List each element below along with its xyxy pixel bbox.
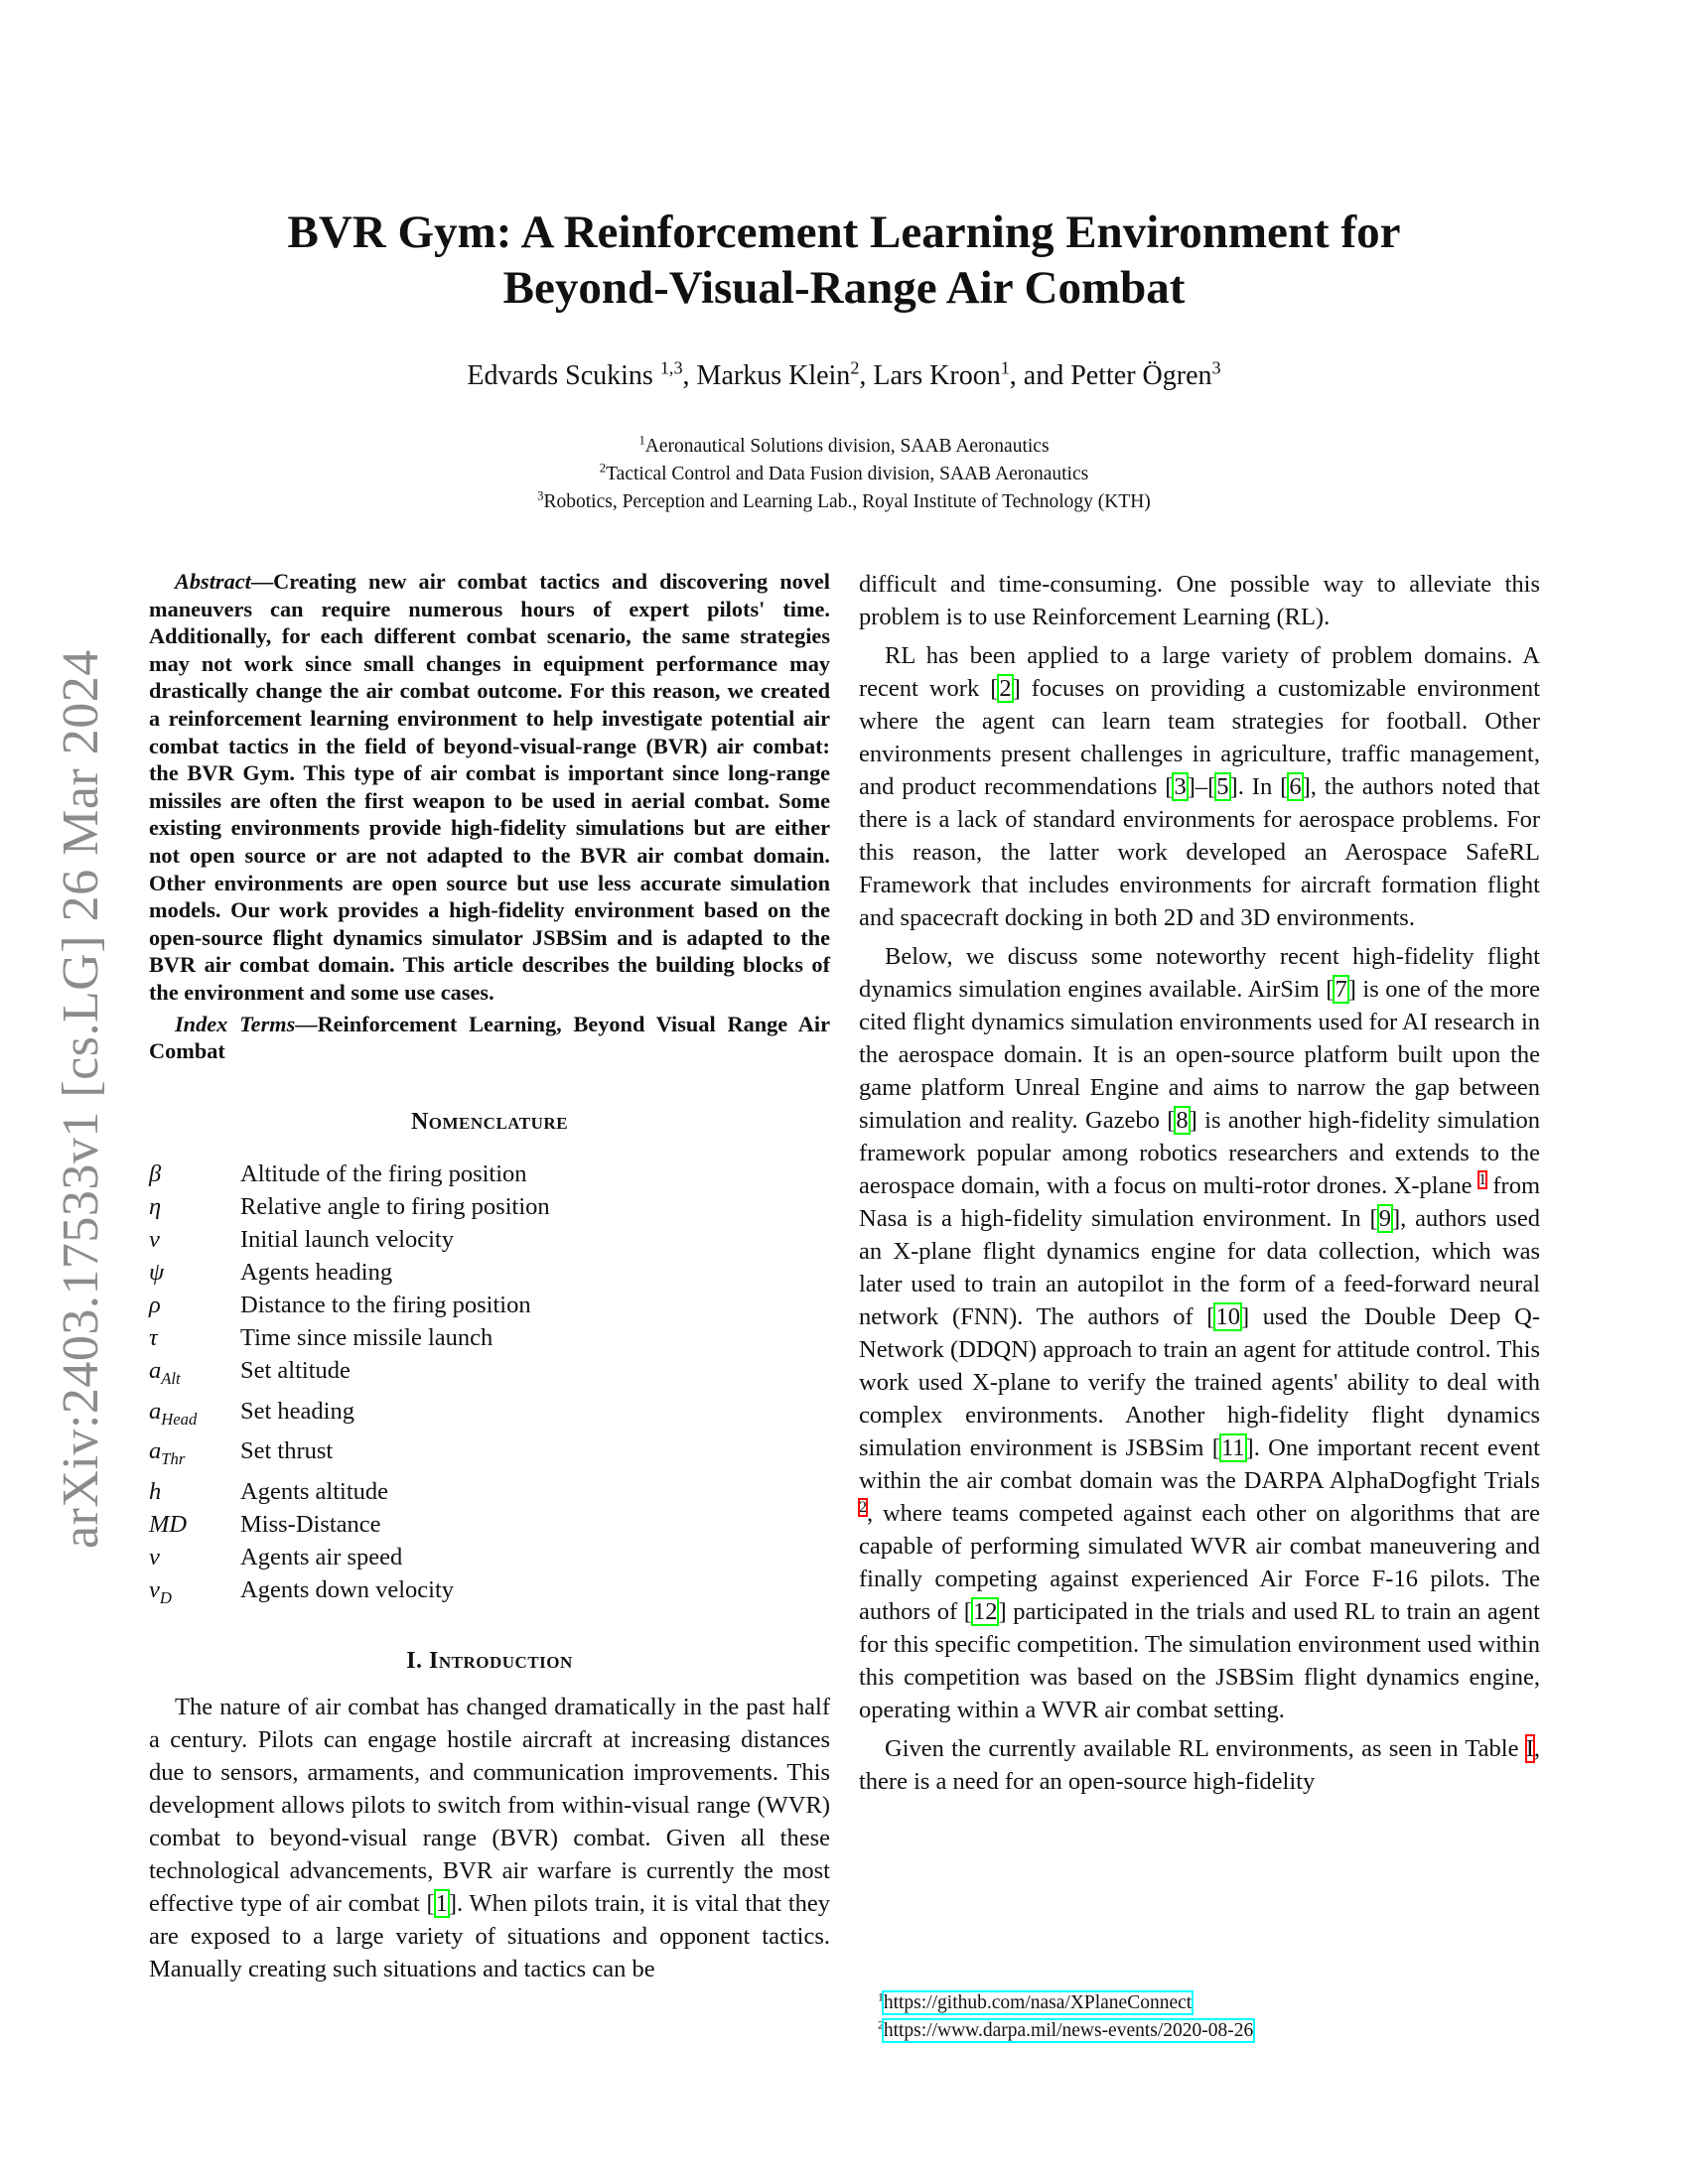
- text-run: ], the authors noted that there is a lack of standard environments for aerospace problems. For this reason, the latter work developed an Aerospace SafeRL Framework that includes environments for aircraft formation flight and spacecraft docking in both 2D and 3D environments.: [859, 773, 1540, 931]
- symbol-base: η: [149, 1192, 162, 1220]
- symbol-base: ψ: [149, 1258, 165, 1286]
- nomenclature-symbol: [149, 1573, 240, 1614]
- nomenclature-item: [149, 1354, 830, 1395]
- symbol-base: a: [149, 1437, 162, 1465]
- symbol-base: a: [149, 1356, 162, 1384]
- text-run: Below, we discuss some noteworthy recent high-fidelity flight dynamics simulation engines available. AirSim [: [859, 943, 1540, 1003]
- nomenclature-symbol: [149, 1395, 240, 1435]
- nomenclature-item: [149, 1395, 830, 1435]
- footnote-number: 1: [878, 1990, 884, 2004]
- text-run: from Nasa is a high-fidelity simulation environment. In [: [859, 1172, 1540, 1232]
- index-terms: [149, 1011, 830, 1065]
- affiliation-text: Aeronautical Solutions division, SAAB Aeronautics: [644, 436, 1050, 457]
- nomenclature-item: [149, 1223, 830, 1256]
- text-run: ]. When pilots train, it is vital that they are exposed to a large variety of situations and opponent tactics. Manually creating such situations and tactics can be: [149, 1890, 830, 1983]
- nomenclature-description: Agents air speed: [240, 1544, 403, 1571]
- citation-link[interactable]: 12: [972, 1598, 998, 1625]
- author-name: Petter Ögren: [1070, 360, 1212, 391]
- symbol-base: ρ: [149, 1291, 161, 1318]
- affiliation: [199, 488, 1489, 516]
- text-run: The nature of air combat has changed dramatically in the past half a century. Pilots can engage hostile aircraft at increasing distances due to sensors, armaments, and communication improvements. This development allows pilots to switch from within-visual range (WVR) combat to beyond-visual range (BVR) combat. Given all these technological advancements, BVR air warfare is currently the most effective type of air combat [: [149, 1694, 830, 1918]
- affiliation: [199, 433, 1489, 461]
- title-line-2: Beyond-Visual-Range Air Combat: [502, 262, 1186, 314]
- nomenclature-item: [149, 1158, 830, 1190]
- left-column: [149, 568, 830, 1985]
- author: [873, 357, 1071, 391]
- symbol-base: a: [149, 1397, 162, 1425]
- abstract-label: Abstract: [175, 569, 251, 594]
- nomenclature-symbol: [149, 1223, 240, 1256]
- nomenclature-symbol: [149, 1434, 240, 1475]
- nomenclature-symbol: [149, 1190, 240, 1223]
- nomenclature-description: Set heading: [240, 1397, 354, 1425]
- nomenclature-item: [149, 1256, 830, 1289]
- nomenclature-item: [149, 1321, 830, 1354]
- author-affil-sup: 3: [1211, 357, 1221, 378]
- author: [1070, 357, 1221, 391]
- author: [467, 357, 697, 391]
- symbol-base: ν: [149, 1225, 160, 1253]
- introduction-heading: I. Introduction: [406, 1648, 573, 1675]
- nomenclature-item: [149, 1541, 830, 1573]
- affiliation-list: [199, 433, 1489, 516]
- affiliation-text: Robotics, Perception and Learning Lab., Royal Institute of Technology (KTH): [543, 491, 1151, 512]
- introduction-paragraph: [149, 1691, 830, 1985]
- citation-link[interactable]: 10: [1215, 1303, 1240, 1330]
- citation-link[interactable]: 6: [1289, 773, 1302, 800]
- nomenclature-description: Distance to the firing position: [240, 1291, 531, 1318]
- abstract-text: —Creating new air combat tactics and discovering novel maneuvers can require numerous hours of expert pilots' time. Additionally, for each different combat scenario, the same strategies may not work since small changes in equipment performance may drastically change the air combat outcome. For this reason, we created a reinforcement learning environment to help investigate potential air combat tactics in the field of beyond-visual-range (BVR) air combat: the BVR Gym. This type of air combat is important since long-range missiles are often the first weapon to be used in aerial combat. Some existing environments provide high-fidelity simulations but are either not open source or are not adapted to the BVR air combat domain. Other environments are open source but use less accurate simulation models. Our work provides a high-fidelity environment based on the open-source flight dynamics simulator JSBSim and is adapted to the BVR air combat domain. This article describes the building blocks of the environment and some use cases.: [149, 569, 830, 1005]
- symbol-base: MD: [149, 1511, 188, 1539]
- affiliation-sup: 2: [599, 461, 607, 476]
- author-sep: ,: [859, 360, 874, 391]
- nomenclature-description: Relative angle to firing position: [240, 1192, 550, 1220]
- symbol-subscript: D: [159, 1588, 172, 1608]
- text-run: ], authors used an X-plane flight dynamics engine for data collection, which was later used to train an autopilot in the form of a feed-forward neural network (FNN). The authors of [: [859, 1205, 1540, 1330]
- text-run: ]. In [: [1229, 773, 1289, 800]
- footnote: [878, 2017, 1253, 2045]
- nomenclature-symbol: [149, 1158, 240, 1190]
- affiliation-text: Tactical Control and Data Fusion division, SAAB Aeronautics: [606, 464, 1089, 484]
- affiliation-sup: 3: [537, 488, 544, 503]
- text-run: ]–[: [1187, 773, 1216, 800]
- footnote-link[interactable]: 1: [1477, 1170, 1486, 1188]
- text-run: ] used the Double Deep Q-Network (DDQN) approach to train an agent for attitude control. This work used X-plane to verify the trained agents' ability to deal with complex environments. Another high-fidelity flight dynamics simulation environment is JSBSim [: [859, 1303, 1540, 1461]
- nomenclature-symbol: [149, 1354, 240, 1395]
- nomenclature-description: Miss-Distance: [240, 1511, 381, 1539]
- nomenclature-item: [149, 1573, 830, 1614]
- nomenclature-heading: Nomenclature: [410, 1108, 569, 1135]
- nomenclature-list: [149, 1158, 830, 1615]
- footnote-url-link[interactable]: https://www.darpa.mil/news-events/2020-08-26: [883, 2020, 1254, 2041]
- author-name: Edvards Scukins: [467, 360, 660, 391]
- nomenclature-description: Agents heading: [240, 1258, 393, 1286]
- nomenclature-description: Agents altitude: [240, 1478, 389, 1506]
- text-run: ] is one of the more cited flight dynamics simulation environments used for AI research in the aerospace domain. It is an open-source platform built upon the game platform Unreal Engine and aims to narrow the gap between simulation and reality. Gazebo [: [859, 976, 1540, 1134]
- symbol-subscript: Thr: [161, 1449, 186, 1469]
- text-run: Given the currently available RL environments, as seen in Table: [885, 1735, 1526, 1762]
- affiliation: [199, 461, 1489, 488]
- nomenclature-symbol: [149, 1508, 240, 1541]
- paragraph-need: [859, 1732, 1540, 1798]
- symbol-base: τ: [149, 1323, 158, 1351]
- nomenclature-symbol: [149, 1475, 240, 1508]
- text-run: ]. One important recent event within the air combat domain was the DARPA AlphaDogfight Trials: [859, 1434, 1540, 1494]
- author-name: Markus Klein: [696, 360, 851, 391]
- paper-title: [199, 205, 1489, 316]
- text-run: RL has been applied to a large variety of problem domains. A recent work [: [859, 642, 1540, 702]
- abstract: [149, 568, 830, 1007]
- nomenclature-item: [149, 1434, 830, 1475]
- nomenclature-symbol: [149, 1321, 240, 1354]
- footnotes: [878, 1989, 1253, 2045]
- paragraph-simulation-engines: [859, 940, 1540, 1726]
- symbol-base: β: [149, 1160, 162, 1187]
- symbol-base: v: [149, 1576, 160, 1604]
- nomenclature-symbol: [149, 1256, 240, 1289]
- text-run: ] participated in the trials and used RL to train an agent for this specific competition. The simulation environment used within this competition was based on the JSBSim flight dynamics engine, operating within a WVR air combat setting.: [859, 1598, 1540, 1723]
- paragraph-continuation: difficult and time-consuming. One possible way to alleviate this problem is to use Reinforcement Learning (RL).: [859, 571, 1540, 630]
- index-terms-text: —Reinforcement Learning, Beyond Visual Range Air Combat: [149, 1011, 830, 1064]
- author-affil-sup: 2: [850, 357, 860, 378]
- citation-link[interactable]: 5: [1216, 773, 1229, 800]
- symbol-subscript: Alt: [161, 1368, 181, 1388]
- author: [696, 357, 874, 391]
- footnote-url-link[interactable]: https://github.com/nasa/XPlaneConnect: [883, 1992, 1193, 2013]
- citation-link[interactable]: 3: [1174, 773, 1187, 800]
- nomenclature-symbol: [149, 1289, 240, 1321]
- nomenclature-item: [149, 1508, 830, 1541]
- citation-link[interactable]: 11: [1220, 1434, 1245, 1461]
- author-affil-sup: 1,3: [659, 357, 683, 378]
- footnote: [878, 1989, 1253, 2017]
- nomenclature-description: Agents down velocity: [240, 1576, 455, 1604]
- citation-link[interactable]: 9: [1378, 1205, 1391, 1232]
- citation-link[interactable]: 8: [1176, 1107, 1189, 1134]
- footnote-number: 2: [878, 2018, 884, 2032]
- paragraph-rl-domains: [859, 639, 1540, 934]
- table-reference-link[interactable]: I: [1525, 1735, 1534, 1762]
- right-column: [859, 568, 1540, 1798]
- nomenclature-item: [149, 1289, 830, 1321]
- nomenclature-description: Set altitude: [240, 1356, 351, 1384]
- citation-link[interactable]: 7: [1335, 976, 1347, 1003]
- affiliation-sup: 1: [638, 433, 645, 448]
- footnote-link[interactable]: 2: [859, 1498, 867, 1516]
- author-list: [199, 359, 1489, 393]
- citation-link[interactable]: 1: [435, 1890, 448, 1918]
- text-run: ] focuses on providing a customizable environment where the agent can learn team strategies for football. Other environments present challenges in agriculture, traffic management, and product recommendations [: [859, 675, 1540, 800]
- text-run: , where teams competed against each other on algorithms that are capable of performing simulated WVR air combat maneuvering and finally competing against experienced Air Force F-16 pilots. The authors of [: [859, 1500, 1540, 1625]
- citation-link[interactable]: 2: [999, 675, 1012, 702]
- text-run: ] is another high-fidelity simulation framework popular among robotics researchers and extends to the aerospace domain, with a focus on multi-rotor drones. X-plane: [859, 1107, 1541, 1199]
- title-line-1: BVR Gym: A Reinforcement Learning Environment for: [287, 206, 1401, 258]
- nomenclature-description: Altitude of the firing position: [240, 1160, 527, 1187]
- nomenclature-description: Set thrust: [240, 1437, 334, 1465]
- nomenclature-description: Time since missile launch: [240, 1323, 493, 1351]
- nomenclature-item: [149, 1475, 830, 1508]
- nomenclature-description: Initial launch velocity: [240, 1225, 454, 1253]
- symbol-base: v: [149, 1544, 160, 1571]
- symbol-base: h: [149, 1478, 162, 1506]
- author-sep: ,: [682, 360, 697, 391]
- author-sep: , and: [1009, 360, 1071, 391]
- index-terms-label: Index Terms: [175, 1011, 296, 1036]
- symbol-subscript: Head: [161, 1409, 198, 1429]
- author-name: Lars Kroon: [873, 360, 1001, 391]
- arxiv-identifier-stamp: arXiv:2403.17533v1 [cs.LG] 26 Mar 2024: [53, 649, 109, 1549]
- nomenclature-symbol: [149, 1541, 240, 1573]
- text-run: , there is a need for an open-source high-fidelity: [859, 1735, 1540, 1795]
- nomenclature-item: [149, 1190, 830, 1223]
- author-affil-sup: 1: [1000, 357, 1010, 378]
